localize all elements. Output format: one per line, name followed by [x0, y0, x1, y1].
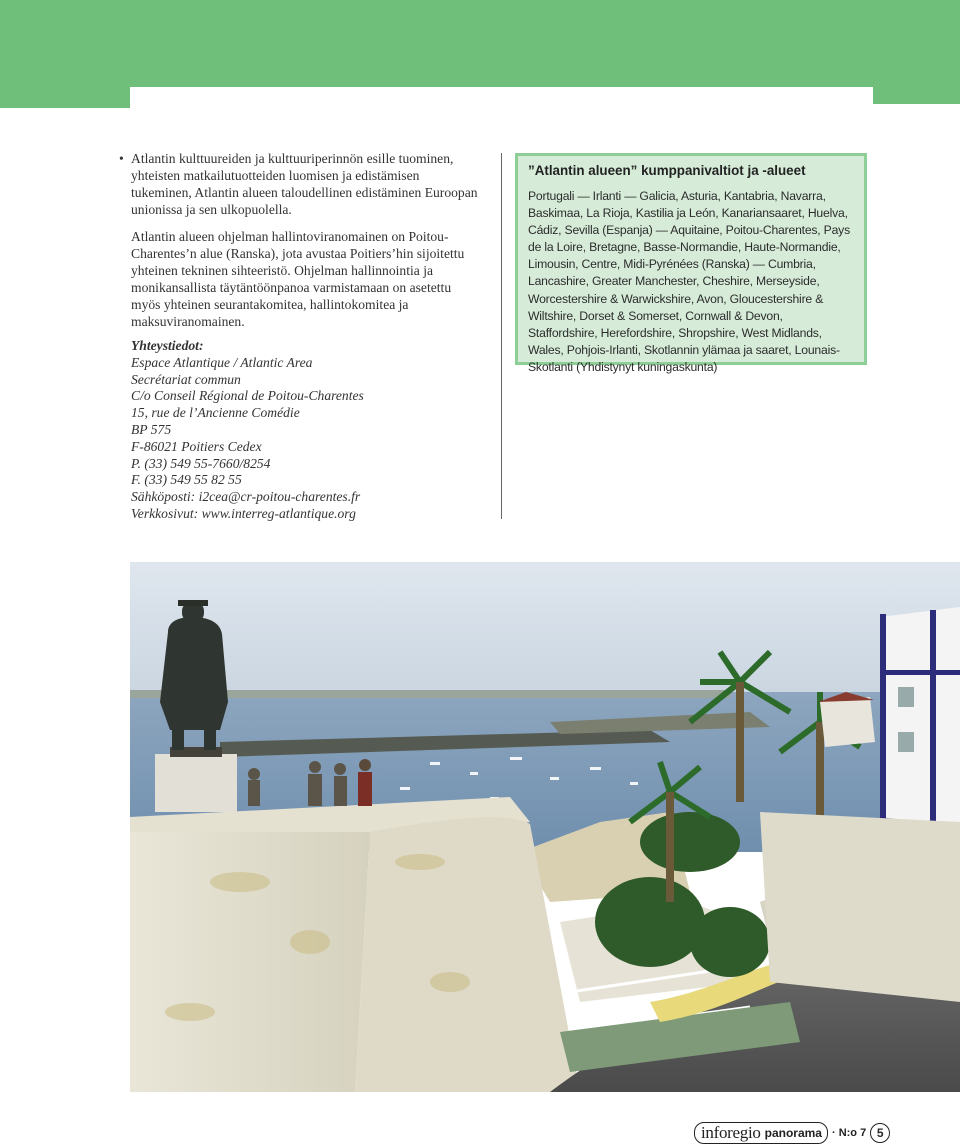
harbour-photo-illustration	[130, 562, 960, 1092]
partner-box-title: ”Atlantin alueen” kumppanivaltiot ja -alueet	[528, 163, 806, 178]
contact-line: Secrétariat commun	[131, 371, 241, 387]
contact-phone: P. (33) 549 55-7660/8254	[131, 455, 271, 471]
issue-number: · N:o 7	[831, 1127, 867, 1139]
bullet-text: Atlantin kulttuureiden ja kulttuuriperinnön esille tuominen, yhteisten matkailutuotteiden luomisen ja edistämisen tukeminen, Atlantin alueen taloudellinen edistäminen Euroopan unionissa ja sen ulkopuolella.	[131, 151, 478, 217]
header-green-band	[0, 0, 960, 87]
body-paragraph: Atlantin alueen ohjelman hallintoviranomainen on Poitou-Charentes’n alue (Ranska), jota avustaa Poitiers’hin sijoitettu yhteinen tekninen sihteeristö. Ohjelman hallinnointia ja monikansallista täytäntöönpanoa varmistamaan on asetettu myös yhteinen seurantakomitea, hallintokomitea ja maksuviranomainen.	[131, 229, 465, 329]
contact-line: C/o Conseil Régional de Poitou-Charentes	[131, 388, 364, 404]
bullet-icon: •	[119, 151, 124, 166]
partner-regions-box	[515, 153, 867, 374]
contact-heading: Yhteystiedot:	[131, 338, 204, 353]
page-footer	[694, 1121, 890, 1145]
contact-fax: F. (33) 549 55 82 55	[131, 472, 242, 488]
contact-line: F-86021 Poitiers Cedex	[131, 438, 262, 454]
inforegio-logo	[694, 1122, 828, 1144]
header-green-right-block	[873, 0, 960, 104]
contact-email: Sähköposti: i2cea@cr-poitou-charentes.fr	[131, 489, 361, 505]
header-green-left-block	[0, 0, 130, 108]
harbour-photo	[130, 562, 960, 1092]
contact-line: 15, rue de l’Ancienne Comédie	[131, 405, 300, 421]
bullet-paragraph	[119, 150, 483, 218]
logo-panorama-text: panorama	[764, 1126, 822, 1140]
left-text-column	[119, 150, 483, 523]
page-number: 5	[870, 1123, 890, 1143]
contact-line: Espace Atlantique / Atlantic Area	[131, 354, 313, 370]
contact-line: BP 575	[131, 421, 172, 437]
logo-inforegio-text: inforegio	[701, 1123, 761, 1142]
contact-block	[131, 338, 483, 523]
contact-website: Verkkosivut: www.interreg-atlantique.org	[131, 505, 356, 521]
column-divider	[501, 153, 502, 519]
partner-box-text: Portugali — Irlanti — Galicia, Asturia, Kantabria, Navarra, Baskimaa, La Rioja, Kastilia ja León, Kanariansaaret, Huelva, Cádiz, Sevilla (Espanja) — Aquitaine, Poitou-Charentes, Pays de la Loire, Bretagne, Basse-Normandie, Haute-Normandie, Limousin, Centre, Midi-Pyrénées (Ranska) — Cumbria, Lancashire, Greater Manchester, Cheshire, Merseyside, Worcestershire & Warwickshire, Avon, Gloucestershire & Wiltshire, Dorset & Somerset, Cornwall & Devon, Staffordshire, Herefordshire, Shropshire, West Midlands, Wales, Pohjois-Irlanti, Skotlannin ylämaa ja saaret, Lounais-Skotlanti (Yhdistynyt kuningaskunta)	[528, 189, 850, 374]
